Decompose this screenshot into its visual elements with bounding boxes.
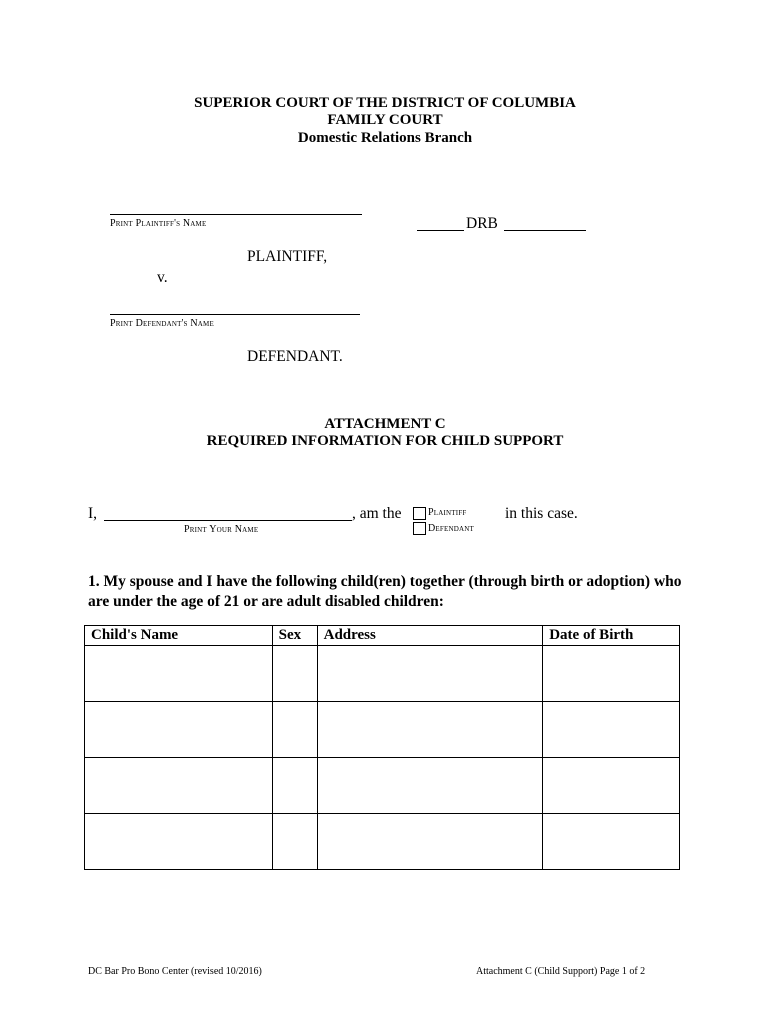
footer-right: Attachment C (Child Support) Page 1 of 2	[476, 966, 646, 977]
defendant-name-label: Print Defendant's Name	[110, 318, 214, 329]
plaintiff-name-label: Print Plaintiff's Name	[110, 218, 207, 229]
table-header-row	[85, 626, 680, 646]
case-year-line[interactable]	[417, 230, 464, 231]
children-table	[84, 625, 680, 870]
declaration-suffix: in this case.	[505, 505, 578, 522]
your-name-label: Print Your Name	[184, 524, 259, 535]
child-name-cell[interactable]	[85, 646, 273, 702]
date-of-birth-cell[interactable]	[543, 758, 680, 814]
court-division: FAMILY COURT	[327, 112, 443, 128]
declaration-am-the: , am the	[352, 505, 402, 522]
defendant-checkbox[interactable]	[413, 522, 426, 535]
date-of-birth-cell[interactable]	[543, 646, 680, 702]
court-branch: Domestic Relations Branch	[297, 130, 473, 146]
address-cell[interactable]	[317, 758, 543, 814]
plaintiff-name-line[interactable]	[110, 214, 362, 215]
plaintiff-role: PLAINTIFF,	[247, 248, 328, 265]
table-row	[85, 814, 680, 870]
address-cell[interactable]	[317, 702, 543, 758]
plaintiff-checkbox[interactable]	[413, 507, 426, 520]
attachment-subtitle: REQUIRED INFORMATION FOR CHILD SUPPORT	[206, 433, 564, 449]
table-row	[85, 646, 680, 702]
defendant-option-label: Defendant	[428, 523, 474, 534]
address-cell[interactable]	[317, 814, 543, 870]
sex-cell[interactable]	[272, 814, 317, 870]
table-row	[85, 702, 680, 758]
column-header-sex: Sex	[272, 626, 317, 646]
child-name-cell[interactable]	[85, 758, 273, 814]
column-header-child-name: Child's Name	[85, 626, 273, 646]
court-name: SUPERIOR COURT OF THE DISTRICT OF COLUMBIA	[194, 95, 576, 111]
attachment-title: ATTACHMENT C	[324, 416, 446, 432]
date-of-birth-cell[interactable]	[543, 814, 680, 870]
defendant-role: DEFENDANT.	[247, 348, 343, 365]
your-name-line[interactable]	[104, 520, 352, 521]
declaration-prefix: I,	[88, 505, 98, 522]
date-of-birth-cell[interactable]	[543, 702, 680, 758]
child-name-cell[interactable]	[85, 702, 273, 758]
footer-left: DC Bar Pro Bono Center (revised 10/2016)	[88, 966, 262, 977]
sex-cell[interactable]	[272, 646, 317, 702]
question-1: 1. My spouse and I have the following child(ren) together (through birth or adoption) who are under the age of 21 or are adult disabled children:	[88, 573, 682, 610]
sex-cell[interactable]	[272, 758, 317, 814]
column-header-date-of-birth: Date of Birth	[543, 626, 680, 646]
versus-label: v.	[157, 269, 168, 286]
column-header-address: Address	[317, 626, 543, 646]
table-row	[85, 758, 680, 814]
case-type-label: DRB	[466, 215, 498, 232]
sex-cell[interactable]	[272, 702, 317, 758]
address-cell[interactable]	[317, 646, 543, 702]
defendant-name-line[interactable]	[110, 314, 360, 315]
plaintiff-option-label: Plaintiff	[428, 507, 467, 518]
child-name-cell[interactable]	[85, 814, 273, 870]
case-number-line[interactable]	[504, 230, 586, 231]
